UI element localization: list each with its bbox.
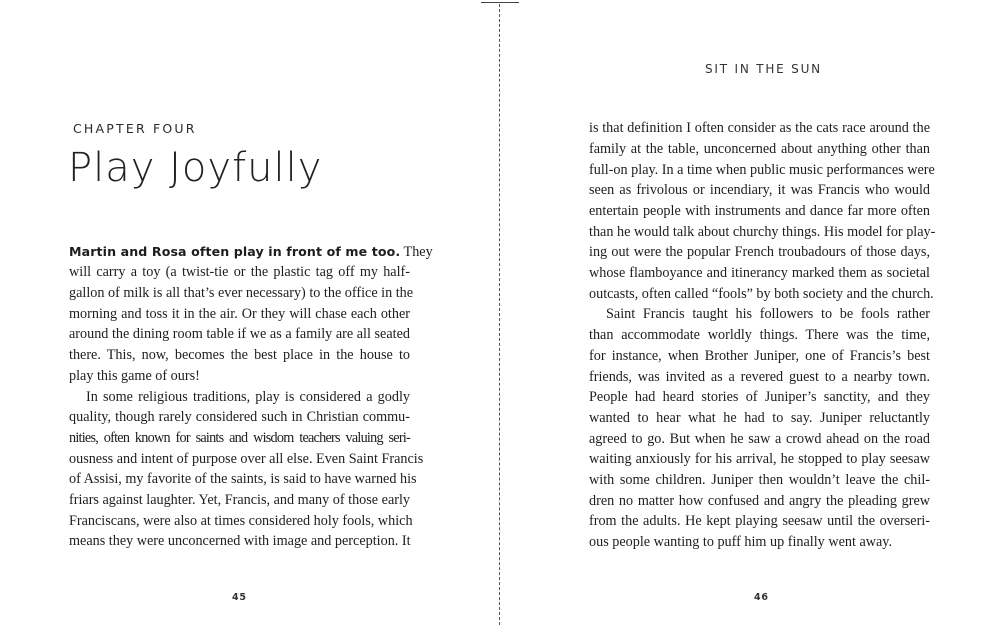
running-head: SIT IN THE SUN	[705, 62, 822, 76]
body-line: from the adults. He kept playing seesaw until the overseri-	[589, 513, 930, 529]
body-line: agreed to go. But when he saw a crowd ahead on the road	[589, 431, 930, 447]
body-line: In some religious traditions, play is considered a godly	[86, 389, 410, 405]
body-line: of Assisi, my favorite of the saints, is said to have warned his	[69, 471, 417, 487]
body-line: outcasts, often called “fools” by both society and the church.	[589, 286, 934, 302]
body-line: ousness and intent of purpose over all else. Even Saint Francis	[69, 451, 424, 467]
body-line: ous people wanting to puff him up finally went away.	[589, 534, 893, 550]
body-line: nities, often known for saints and wisdom teachers valuing seri-	[69, 430, 410, 446]
body-line: dren no matter how confused and angry the pleading grew	[589, 493, 930, 509]
body-line: ing out were the popular French troubadours of those days,	[589, 244, 930, 260]
body-line: will carry a toy (a twist-tie or the plastic tag off my half-	[69, 264, 410, 280]
body-line: means they were unconcerned with image and perception. It	[69, 533, 411, 549]
body-line: than he would talk about churchy things. His model for play-	[589, 224, 936, 240]
body-line: with some children. Juniper then wouldn’t leave the chil-	[589, 472, 930, 488]
body-line: gallon of milk is all that’s ever necessary) to the office in the	[69, 285, 414, 301]
page-number: 45	[232, 592, 247, 603]
body-line: entertain people with instruments and dance far more often	[589, 203, 930, 219]
body-line: seen as frivolous or incendiary, it was Francis who would	[589, 182, 930, 198]
body-line: wanted to hear what he had to say. Juniper reluctantly	[589, 410, 930, 426]
body-line: around the dining room table if we as a family are all seated	[69, 326, 410, 342]
body-line: Franciscans, were also at times considered holy fools, which	[69, 513, 413, 529]
body-line: whose flamboyance and itinerancy marked them as societal	[589, 265, 930, 281]
body-line: People had heard stories of Juniper’s sanctity, and they	[589, 389, 930, 405]
body-line: than accommodate worldly things. There was the time,	[589, 327, 930, 343]
body-line: friends, was invited as a revered guest to a nearby town.	[589, 369, 930, 385]
chapter-title: Play Joyfully	[68, 145, 323, 191]
body-line: full-on play. In a time when public music performances were	[589, 162, 935, 178]
body-line: is that definition I often consider as the cats race around the	[589, 120, 930, 136]
right-page	[500, 0, 1000, 625]
body-line: waiting anxiously for his arrival, he stopped to play seesaw	[589, 451, 930, 467]
body-line: morning and toss it in the air. Or they will chase each other	[69, 306, 410, 322]
body-line: friars against laughter. Yet, Francis, and many of those early	[69, 492, 410, 508]
body-line: Martin and Rosa often play in front of me too. They	[69, 244, 433, 260]
body-line: for instance, when Brother Juniper, one of Francis’s best	[589, 348, 930, 364]
body-line: quality, though rarely considered such in Christian commu-	[69, 409, 410, 425]
body-line: family at the table, unconcerned about anything other than	[589, 141, 930, 157]
chapter-label: CHAPTER FOUR	[73, 121, 197, 136]
body-line: there. This, now, becomes the best place in the house to	[69, 347, 410, 363]
lead-in-text: Martin and Rosa often play in front of me too.	[69, 244, 401, 259]
page-number: 46	[754, 592, 769, 603]
body-line: Saint Francis taught his followers to be fools rather	[606, 306, 930, 322]
body-line: play this game of ours!	[69, 368, 200, 384]
